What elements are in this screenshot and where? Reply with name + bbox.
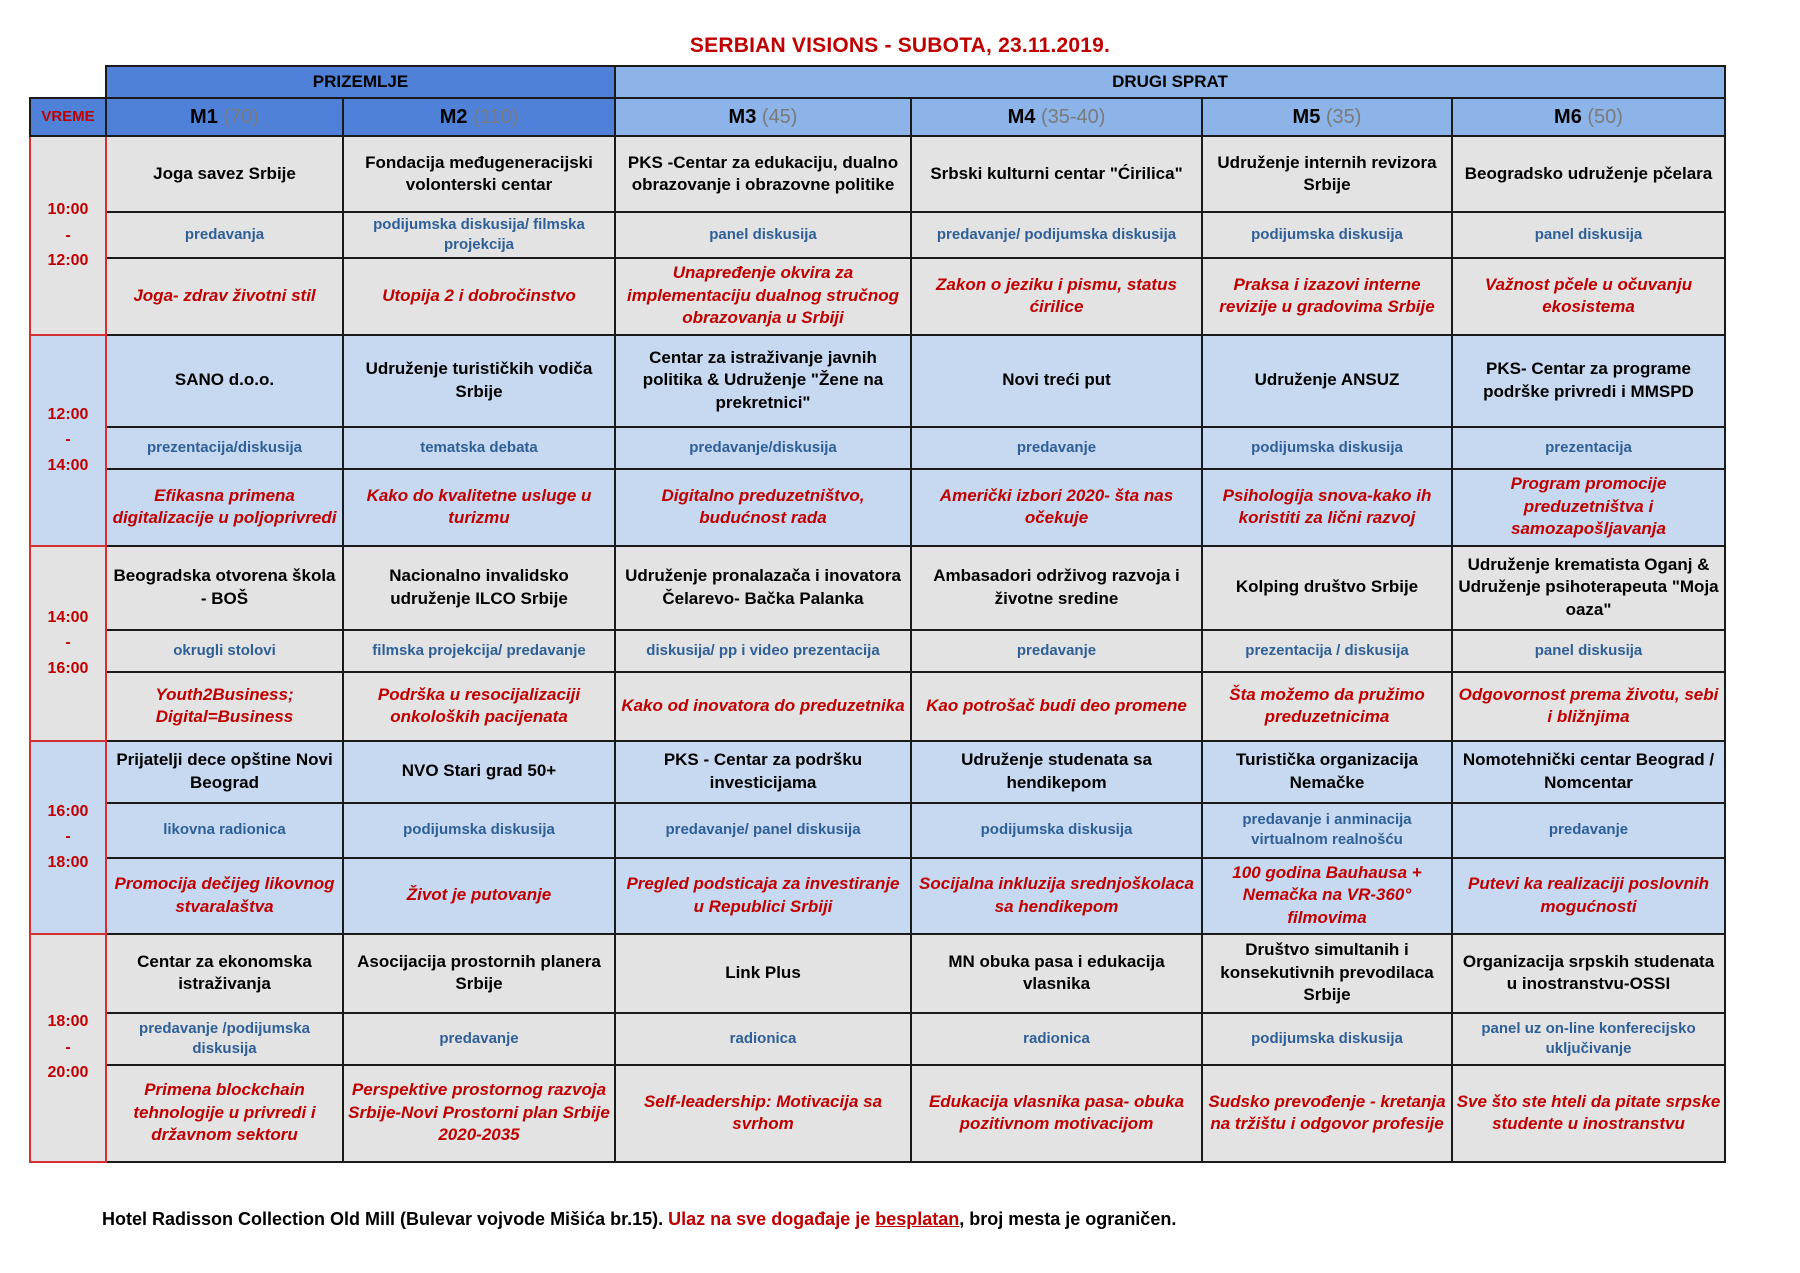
- organizer-cell: Beogradska otvorena škola - BOŠ: [106, 546, 343, 630]
- time-start: 14:00: [47, 608, 89, 626]
- organizer-cell: Udruženje studenata sa hendikepom: [911, 741, 1202, 803]
- topic-cell: Američki izbori 2020- šta nas očekuje: [911, 469, 1202, 546]
- topic-cell: Kako od inovatora do preduzetnika: [615, 672, 911, 741]
- format-cell: predavanja: [106, 212, 343, 258]
- slot-3-formats-row: [30, 630, 1725, 672]
- format-cell: podijumska diskusija: [1202, 212, 1452, 258]
- organizer-cell: PKS - Centar za podršku investicijama: [615, 741, 911, 803]
- room-capacity: (35): [1325, 105, 1362, 128]
- room-name: M4: [1007, 105, 1036, 128]
- slot-4-topics-row: [30, 858, 1725, 934]
- organizer-cell: PKS- Centar za programe podrške privredi i MMSPD: [1452, 335, 1725, 427]
- room-header-m6: [1452, 98, 1725, 136]
- room-header-m3: [615, 98, 911, 136]
- organizer-cell: Beogradsko udruženje pčelara: [1452, 136, 1725, 212]
- organizer-cell: NVO Stari grad 50+: [343, 741, 615, 803]
- topic-cell: Život je putovanje: [343, 858, 615, 934]
- floor-second-header: DRUGI SPRAT: [615, 66, 1725, 98]
- slot-3-topics-row: [30, 672, 1725, 741]
- room-capacity: (35-40): [1040, 105, 1106, 128]
- time-end: 18:00: [47, 853, 89, 871]
- organizer-cell: Kolping društvo Srbije: [1202, 546, 1452, 630]
- topic-cell: Kao potrošač budi deo promene: [911, 672, 1202, 741]
- slot-4-orgs-row: [30, 741, 1725, 803]
- topic-cell: Sve što ste hteli da pitate srpske studente u inostranstvu: [1452, 1065, 1725, 1162]
- slot-5-formats-row: [30, 1013, 1725, 1065]
- topic-cell: Program promocije preduzetništva i samozapošljavanja: [1452, 469, 1725, 546]
- format-cell: predavanje: [911, 630, 1202, 672]
- format-cell: podijumska diskusija: [1202, 1013, 1452, 1065]
- format-cell: filmska projekcija/ predavanje: [343, 630, 615, 672]
- topic-cell: Šta možemo da pružimo preduzetnicima: [1202, 672, 1452, 741]
- organizer-cell: Udruženje krematista Oganj & Udruženje psihoterapeuta "Moja oaza": [1452, 546, 1725, 630]
- format-cell: podijumska diskusija: [911, 803, 1202, 858]
- room-name: M3: [728, 105, 757, 128]
- organizer-cell: Fondacija međugeneracijski volonterski centar: [343, 136, 615, 212]
- time-start: 10:00: [47, 200, 89, 218]
- time-separator: -: [65, 1038, 71, 1056]
- format-cell: predavanje: [911, 427, 1202, 469]
- topic-cell: Zakon o jeziku i pismu, status ćirilice: [911, 258, 1202, 335]
- time-slot-cell: [30, 335, 106, 546]
- topic-cell: Putevi ka realizaciji poslovnih mogućnosti: [1452, 858, 1725, 934]
- footer-note: [102, 1209, 1176, 1230]
- format-cell: predavanje: [343, 1013, 615, 1065]
- organizer-cell: PKS -Centar za edukaciju, dualno obrazovanje i obrazovne politike: [615, 136, 911, 212]
- floor-ground-header: PRIZEMLJE: [106, 66, 615, 98]
- topic-cell: Primena blockchain tehnologije u privredi i državnom sektoru: [106, 1065, 343, 1162]
- format-cell: predavanje: [1452, 803, 1725, 858]
- format-cell: radionica: [615, 1013, 911, 1065]
- format-cell: tematska debata: [343, 427, 615, 469]
- page-title: SERBIAN VISIONS - SUBOTA, 23.11.2019.: [689, 34, 1111, 57]
- format-cell: predavanje/diskusija: [615, 427, 911, 469]
- time-slot-cell: [30, 136, 106, 335]
- footer-free-entry: besplatan: [875, 1209, 960, 1229]
- topic-cell: Socijalna inkluzija srednjoškolaca sa hendikepom: [911, 858, 1202, 934]
- time-slot-cell: [30, 741, 106, 934]
- organizer-cell: Društvo simultanih i konsekutivnih prevodilaca Srbije: [1202, 934, 1452, 1013]
- organizer-cell: MN obuka pasa i edukacija vlasnika: [911, 934, 1202, 1013]
- topic-cell: Self-leadership: Motivacija sa svrhom: [615, 1065, 911, 1162]
- format-cell: prezentacija / diskusija: [1202, 630, 1452, 672]
- organizer-cell: Link Plus: [615, 934, 911, 1013]
- time-end: 14:00: [47, 456, 89, 474]
- organizer-cell: Nacionalno invalidsko udruženje ILCO Srbije: [343, 546, 615, 630]
- organizer-cell: Asocijacija prostornih planera Srbije: [343, 934, 615, 1013]
- time-end: 16:00: [47, 659, 89, 677]
- schedule-table: [29, 65, 1726, 1163]
- room-capacity: (70): [223, 105, 259, 128]
- room-capacity: (45): [761, 105, 798, 128]
- time-separator: -: [65, 828, 71, 846]
- time-end: 20:00: [47, 1064, 89, 1082]
- time-start: 18:00: [47, 1013, 89, 1031]
- format-cell: podijumska diskusija: [343, 803, 615, 858]
- topic-cell: 100 godina Bauhausa + Nemačka na VR-360° filmovima: [1202, 858, 1452, 934]
- topic-cell: Utopija 2 i dobročinstvo: [343, 258, 615, 335]
- room-capacity: (110): [473, 105, 519, 128]
- topic-cell: Psihologija snova-kako ih koristiti za lični razvoj: [1202, 469, 1452, 546]
- topic-cell: Joga- zdrav životni stil: [106, 258, 343, 335]
- topic-cell: Youth2Business; Digital=Business: [106, 672, 343, 741]
- room-name: M6: [1554, 105, 1582, 128]
- organizer-cell: Udruženje ANSUZ: [1202, 335, 1452, 427]
- room-capacity: (50): [1587, 105, 1623, 128]
- slot-2-formats-row: [30, 427, 1725, 469]
- time-separator: -: [65, 431, 71, 449]
- time-end: 12:00: [47, 252, 89, 270]
- format-cell: okrugli stolovi: [106, 630, 343, 672]
- organizer-cell: Joga savez Srbije: [106, 136, 343, 212]
- topic-cell: Važnost pčele u očuvanju ekosistema: [1452, 258, 1725, 335]
- slot-3-orgs-row: [30, 546, 1725, 630]
- slot-5-topics-row: [30, 1065, 1725, 1162]
- topic-cell: Praksa i izazovi interne revizije u gradovima Srbije: [1202, 258, 1452, 335]
- format-cell: radionica: [911, 1013, 1202, 1065]
- slot-2-topics-row: [30, 469, 1725, 546]
- organizer-cell: Turistička organizacija Nemačke: [1202, 741, 1452, 803]
- organizer-cell: Centar za istraživanje javnih politika & Udruženje "Žene na prekretnici": [615, 335, 911, 427]
- time-column-header: VREME: [30, 98, 106, 136]
- format-cell: panel diskusija: [615, 212, 911, 258]
- topic-cell: Sudsko prevođenje - kretanja na tržištu i odgovor profesije: [1202, 1065, 1452, 1162]
- time-slot-cell: [30, 934, 106, 1162]
- slot-1-topics-row: [30, 258, 1725, 335]
- organizer-cell: Udruženje pronalazača i inovatora Čelarevo- Bačka Palanka: [615, 546, 911, 630]
- organizer-cell: Novi treći put: [911, 335, 1202, 427]
- time-slot-cell: [30, 546, 106, 741]
- topic-cell: Perspektive prostornog razvoja Srbije-Novi Prostorni plan Srbije 2020-2035: [343, 1065, 615, 1162]
- topic-cell: Promocija dečijeg likovnog stvaralaštva: [106, 858, 343, 934]
- floor-header-spacer: [30, 66, 106, 98]
- slot-1-orgs-row: [30, 136, 1725, 212]
- format-cell: podijumska diskusija: [1202, 427, 1452, 469]
- format-cell: predavanje /podijumska diskusija: [106, 1013, 343, 1065]
- topic-cell: Unapređenje okvira za implementaciju dualnog stručnog obrazovanja u Srbiji: [615, 258, 911, 335]
- format-cell: predavanje/ panel diskusija: [615, 803, 911, 858]
- format-cell: predavanje i anminacija virtualnom realnošću: [1202, 803, 1452, 858]
- topic-cell: Efikasna primena digitalizacije u poljoprivredi: [106, 469, 343, 546]
- room-header-m4: [911, 98, 1202, 136]
- room-header-row: [30, 98, 1725, 136]
- organizer-cell: SANO d.o.o.: [106, 335, 343, 427]
- topic-cell: Podrška u resocijalizaciji onkoloških pacijenata: [343, 672, 615, 741]
- slot-1-formats-row: [30, 212, 1725, 258]
- format-cell: prezentacija: [1452, 427, 1725, 469]
- topic-cell: Edukacija vlasnika pasa- obuka pozitivnom motivacijom: [911, 1065, 1202, 1162]
- schedule-body: [30, 136, 1725, 1162]
- format-cell: likovna radionica: [106, 803, 343, 858]
- room-name: M5: [1292, 105, 1321, 128]
- footer-limit-text: , broj mesta je ograničen.: [959, 1209, 1177, 1229]
- organizer-cell: Centar za ekonomska istraživanja: [106, 934, 343, 1013]
- time-start: 16:00: [47, 802, 89, 820]
- topic-cell: Odgovornost prema životu, sebi i bližnjima: [1452, 672, 1725, 741]
- time-start: 12:00: [47, 405, 89, 423]
- format-cell: panel diskusija: [1452, 630, 1725, 672]
- room-name: M2: [439, 105, 468, 128]
- organizer-cell: Nomotehnički centar Beograd / Nomcentar: [1452, 741, 1725, 803]
- footer-entry-text: Ulaz na sve događaje je: [668, 1209, 871, 1229]
- footer-location: Hotel Radisson Collection Old Mill (Bulevar vojvode Mišića br.15).: [102, 1209, 664, 1229]
- room-name: M1: [190, 105, 218, 128]
- topic-cell: Digitalno preduzetništvo, budućnost rada: [615, 469, 911, 546]
- floor-header-row: [30, 66, 1725, 98]
- format-cell: prezentacija/diskusija: [106, 427, 343, 469]
- slot-2-orgs-row: [30, 335, 1725, 427]
- organizer-cell: Udruženje turističkih vodiča Srbije: [343, 335, 615, 427]
- topic-cell: Kako do kvalitetne usluge u turizmu: [343, 469, 615, 546]
- time-separator: -: [65, 634, 71, 652]
- organizer-cell: Prijatelji dece opštine Novi Beograd: [106, 741, 343, 803]
- room-header-m1: [106, 98, 343, 136]
- room-header-m5: [1202, 98, 1452, 136]
- slot-4-formats-row: [30, 803, 1725, 858]
- slot-5-orgs-row: [30, 934, 1725, 1013]
- organizer-cell: Udruženje internih revizora Srbije: [1202, 136, 1452, 212]
- organizer-cell: Organizacija srpskih studenata u inostranstvu-OSSI: [1452, 934, 1725, 1013]
- topic-cell: Pregled podsticaja za investiranje u Republici Srbiji: [615, 858, 911, 934]
- organizer-cell: Srbski kulturni centar "Ćirilica": [911, 136, 1202, 212]
- format-cell: panel diskusija: [1452, 212, 1725, 258]
- format-cell: podijumska diskusija/ filmska projekcija: [343, 212, 615, 258]
- format-cell: panel uz on-line konferecijsko uključivanje: [1452, 1013, 1725, 1065]
- room-header-m2: [343, 98, 615, 136]
- format-cell: predavanje/ podijumska diskusija: [911, 212, 1202, 258]
- organizer-cell: Ambasadori održivog razvoja i životne sredine: [911, 546, 1202, 630]
- format-cell: diskusija/ pp i video prezentacija: [615, 630, 911, 672]
- time-separator: -: [65, 226, 71, 244]
